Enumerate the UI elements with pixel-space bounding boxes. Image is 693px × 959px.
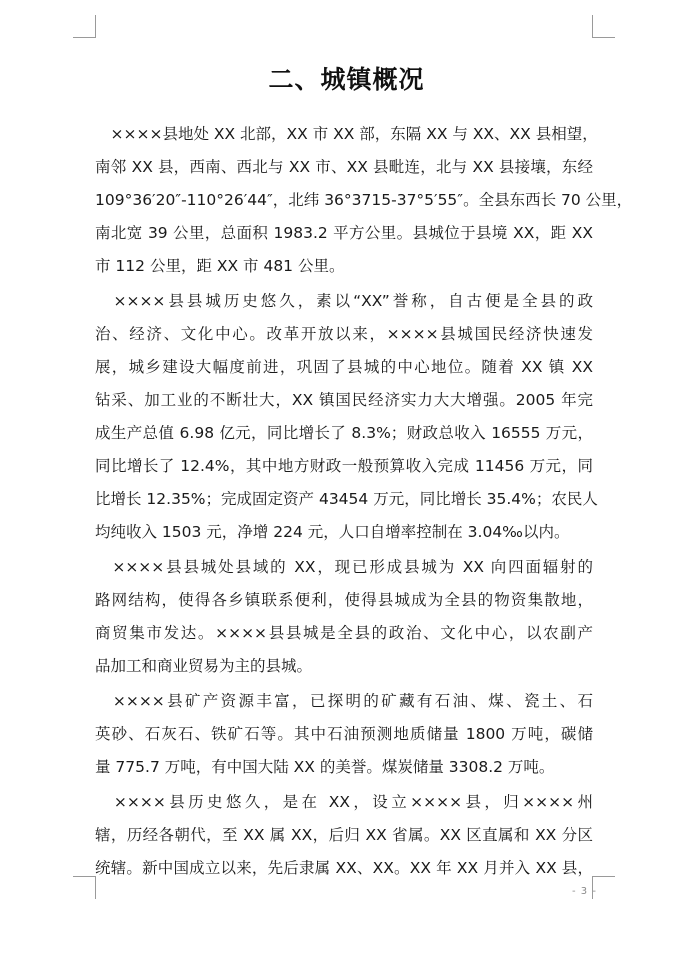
text-line: 治、经济、文化中心。改革开放以来，××××县城国民经济快速发 xyxy=(95,325,593,343)
document-body xyxy=(95,118,633,887)
text-line: 均纯收入 1503 元，净增 224 元，人口自增率控制在 3.04‰以内。 xyxy=(95,523,570,541)
text-line: ××××县县城历史悠久，素以“XX”誉称，自古便是全县的政 xyxy=(95,292,593,310)
text-line: 品加工和商业贸易为主的县城。 xyxy=(95,657,313,675)
page-title: 二、城镇概况 xyxy=(268,65,425,94)
text-line: 成生产总值 6.98 亿元，同比增长了 8.3%；财政总收入 16555 万元， xyxy=(95,424,593,442)
text-line: 市 112 公里，距 XX 市 481 公里。 xyxy=(95,257,345,275)
text-line: 比增长 12.35%；完成固定资产 43454 万元，同比增长 35.4%；农民人 xyxy=(95,490,598,508)
paragraph-transport xyxy=(95,551,593,683)
text-line: 英砂、石灰石、铁矿石等。其中石油预测地质储量 1800 万吨，碳储 xyxy=(95,725,593,743)
text-line: 展，城乡建设大幅度前进，巩固了县城的中心地位。随着 XX 镇 XX xyxy=(95,358,593,376)
text-line: 路网结构，使得各乡镇联系便利，使得县城成为全县的物资集散地， xyxy=(95,591,593,609)
paragraph-economy xyxy=(95,285,598,549)
text-line: ××××县历史悠久，是在 XX，设立××××县，归××××州 xyxy=(95,793,593,811)
paragraph-location xyxy=(95,118,633,283)
page-number: - 3 - xyxy=(572,886,597,897)
text-line: 统辖。新中国成立以来，先后隶属 XX、XX。XX 年 XX 月并入 XX 县， xyxy=(95,859,593,877)
text-line: ××××县县城处县域的 XX，现已形成县城为 XX 向四面辐射的 xyxy=(95,558,593,576)
text-line: 109°36′20″-110°26′44″，北纬 36°3715-37°5′55″。全县东西长 70 公里， xyxy=(95,191,633,209)
text-line: 南邻 XX 县，西南、西北与 XX 市、XX 县毗连，北与 XX 县接壤，东经 xyxy=(95,158,593,176)
crop-mark-bottom-left xyxy=(73,876,96,899)
text-line: 商贸集市发达。××××县县城是全县的政治、文化中心，以农副产 xyxy=(95,624,593,642)
text-line: 钻采、加工业的不断壮大，XX 镇国民经济实力大大增强。2005 年完 xyxy=(95,391,593,409)
text-line: 量 775.7 万吨，有中国大陆 XX 的美誉。煤炭储量 3308.2 万吨。 xyxy=(95,758,555,776)
text-line: ××××县地处 XX 北部，XX 市 XX 部，东隔 XX 与 XX、XX 县相望， xyxy=(95,125,598,143)
paragraph-history xyxy=(95,786,593,885)
crop-mark-top-left xyxy=(73,15,96,38)
text-line: 南北宽 39 公里，总面积 1983.2 平方公里。县城位于县境 XX，距 XX xyxy=(95,224,593,242)
text-line: 辖，历经各朝代，至 XX 属 XX，后归 XX 省属。XX 区直属和 XX 分区 xyxy=(95,826,593,844)
text-line: ××××县矿产资源丰富，已探明的矿藏有石油、煤、瓷土、石 xyxy=(95,692,593,710)
paragraph-resources xyxy=(95,685,593,784)
text-line: 同比增长了 12.4%，其中地方财政一般预算收入完成 11456 万元，同 xyxy=(95,457,593,475)
crop-mark-top-right xyxy=(592,15,615,38)
